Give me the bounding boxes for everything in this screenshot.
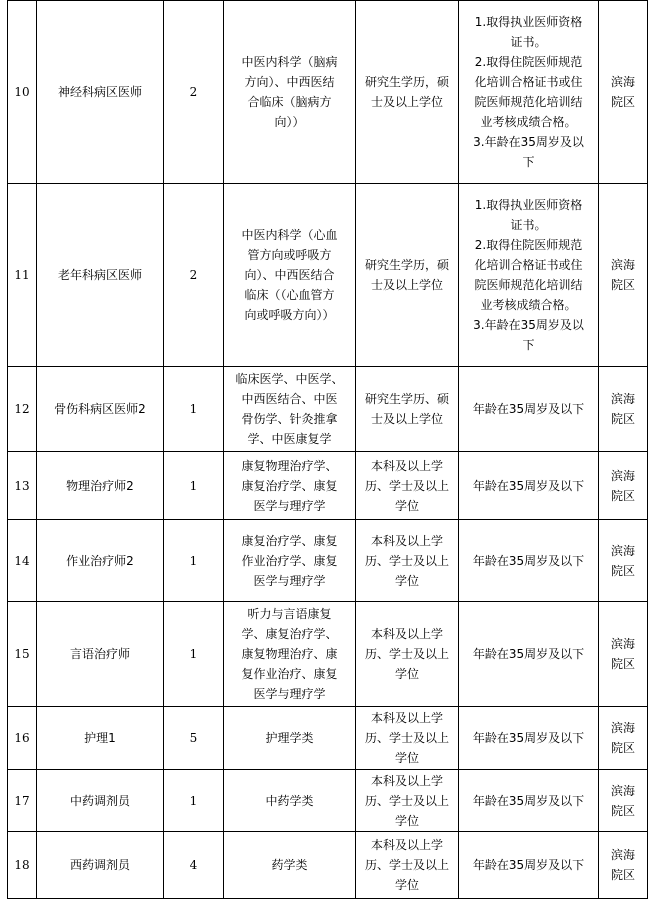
requirement-item: 2.取得住院医师规范 化培训合格证书或住 院医师规范化培训结 业考核成绩合格。 bbox=[474, 238, 583, 312]
table-row bbox=[8, 770, 648, 832]
education-requirement: 本科及以上学 历、学士及以上 学位 bbox=[356, 707, 459, 770]
row-number: 17 bbox=[8, 770, 37, 832]
hire-count: 1 bbox=[164, 770, 224, 832]
requirement-item: 年龄在35周岁及以下 bbox=[472, 553, 585, 568]
requirement-item: 1.取得执业医师资格 证书。 bbox=[474, 15, 583, 49]
major-requirement: 中医内科学（心血 管方向或呼吸方 向）、中西医结合 临床（（心血管方 向或呼吸方向）） bbox=[224, 184, 356, 367]
table-row bbox=[8, 184, 648, 367]
requirement-item: 2.取得住院医师规范 化培训合格证书或住 院医师规范化培训结 业考核成绩合格。 bbox=[474, 55, 583, 129]
position-name: 物理治疗师2 bbox=[37, 452, 164, 520]
other-requirements bbox=[459, 602, 599, 707]
other-requirements bbox=[459, 367, 599, 452]
requirement-item: 年龄在35周岁及以下 bbox=[472, 478, 585, 493]
recruitment-table bbox=[7, 0, 648, 899]
row-number: 11 bbox=[8, 184, 37, 367]
other-requirements bbox=[459, 770, 599, 832]
campus-location: 滨海 院区 bbox=[599, 184, 648, 367]
requirement-item: 3.年龄在35周岁及以 下 bbox=[473, 135, 584, 169]
major-requirement: 药学类 bbox=[224, 832, 356, 899]
requirement-item: 1.取得执业医师资格 证书。 bbox=[474, 198, 583, 232]
hire-count: 2 bbox=[164, 184, 224, 367]
table-row bbox=[8, 520, 648, 602]
table-row bbox=[8, 707, 648, 770]
position-name: 中药调剂员 bbox=[37, 770, 164, 832]
requirement-item: 3.年龄在35周岁及以 下 bbox=[473, 318, 584, 352]
row-number: 18 bbox=[8, 832, 37, 899]
position-name: 护理1 bbox=[37, 707, 164, 770]
campus-location: 滨海 院区 bbox=[599, 520, 648, 602]
row-number: 12 bbox=[8, 367, 37, 452]
hire-count: 1 bbox=[164, 602, 224, 707]
hire-count: 1 bbox=[164, 367, 224, 452]
campus-location: 滨海 院区 bbox=[599, 602, 648, 707]
requirement-item: 年龄在35周岁及以下 bbox=[472, 793, 585, 808]
row-number: 15 bbox=[8, 602, 37, 707]
education-requirement: 研究生学历、硕 士及以上学位 bbox=[356, 367, 459, 452]
row-number: 13 bbox=[8, 452, 37, 520]
position-name: 骨伤科病区医师2 bbox=[37, 367, 164, 452]
row-number: 10 bbox=[8, 1, 37, 184]
hire-count: 4 bbox=[164, 832, 224, 899]
major-requirement: 康复物理治疗学、 康复治疗学、康复 医学与理疗学 bbox=[224, 452, 356, 520]
campus-location: 滨海 院区 bbox=[599, 1, 648, 184]
education-requirement: 本科及以上学 历、学士及以上 学位 bbox=[356, 602, 459, 707]
table-row bbox=[8, 367, 648, 452]
other-requirements bbox=[459, 520, 599, 602]
position-name: 老年科病区医师 bbox=[37, 184, 164, 367]
hire-count: 5 bbox=[164, 707, 224, 770]
campus-location: 滨海 院区 bbox=[599, 707, 648, 770]
major-requirement: 临床医学、中医学、 中西医结合、中医 骨伤学、针灸推拿 学、中医康复学 bbox=[224, 367, 356, 452]
hire-count: 1 bbox=[164, 452, 224, 520]
campus-location: 滨海 院区 bbox=[599, 367, 648, 452]
other-requirements bbox=[459, 832, 599, 899]
row-number: 14 bbox=[8, 520, 37, 602]
other-requirements bbox=[459, 1, 599, 184]
row-number: 16 bbox=[8, 707, 37, 770]
table-body bbox=[8, 1, 648, 899]
education-requirement: 本科及以上学 历、学士及以上 学位 bbox=[356, 452, 459, 520]
education-requirement: 研究生学历，硕 士及以上学位 bbox=[356, 1, 459, 184]
hire-count: 1 bbox=[164, 520, 224, 602]
other-requirements bbox=[459, 452, 599, 520]
hire-count: 2 bbox=[164, 1, 224, 184]
major-requirement: 听力与言语康复 学、康复治疗学、 康复物理治疗、康 复作业治疗、康复 医学与理疗学 bbox=[224, 602, 356, 707]
requirement-item: 年龄在35周岁及以下 bbox=[472, 402, 585, 416]
table-row bbox=[8, 452, 648, 520]
position-name: 作业治疗师2 bbox=[37, 520, 164, 602]
education-requirement: 本科及以上学 历、学士及以上 学位 bbox=[356, 770, 459, 832]
major-requirement: 康复治疗学、康复 作业治疗学、康复 医学与理疗学 bbox=[224, 520, 356, 602]
table-row bbox=[8, 1, 648, 184]
major-requirement: 中医内科学（脑病 方向）、中西医结 合临床（脑病方 向）） bbox=[224, 1, 356, 184]
position-name: 神经科病区医师 bbox=[37, 1, 164, 184]
major-requirement: 护理学类 bbox=[224, 707, 356, 770]
requirement-item: 年龄在35周岁及以下 bbox=[472, 647, 585, 661]
campus-location: 滨海 院区 bbox=[599, 832, 648, 899]
table-row bbox=[8, 832, 648, 899]
table-row bbox=[8, 602, 648, 707]
position-name: 言语治疗师 bbox=[37, 602, 164, 707]
position-name: 西药调剂员 bbox=[37, 832, 164, 899]
requirement-item: 年龄在35周岁及以下 bbox=[472, 731, 585, 745]
other-requirements bbox=[459, 707, 599, 770]
other-requirements bbox=[459, 184, 599, 367]
campus-location: 滨海 院区 bbox=[599, 770, 648, 832]
education-requirement: 研究生学历，硕 士及以上学位 bbox=[356, 184, 459, 367]
requirement-item: 年龄在35周岁及以下 bbox=[472, 858, 585, 872]
education-requirement: 本科及以上学 历、学士及以上 学位 bbox=[356, 832, 459, 899]
major-requirement: 中药学类 bbox=[224, 770, 356, 832]
campus-location: 滨海 院区 bbox=[599, 452, 648, 520]
education-requirement: 本科及以上学 历、学士及以上 学位 bbox=[356, 520, 459, 602]
